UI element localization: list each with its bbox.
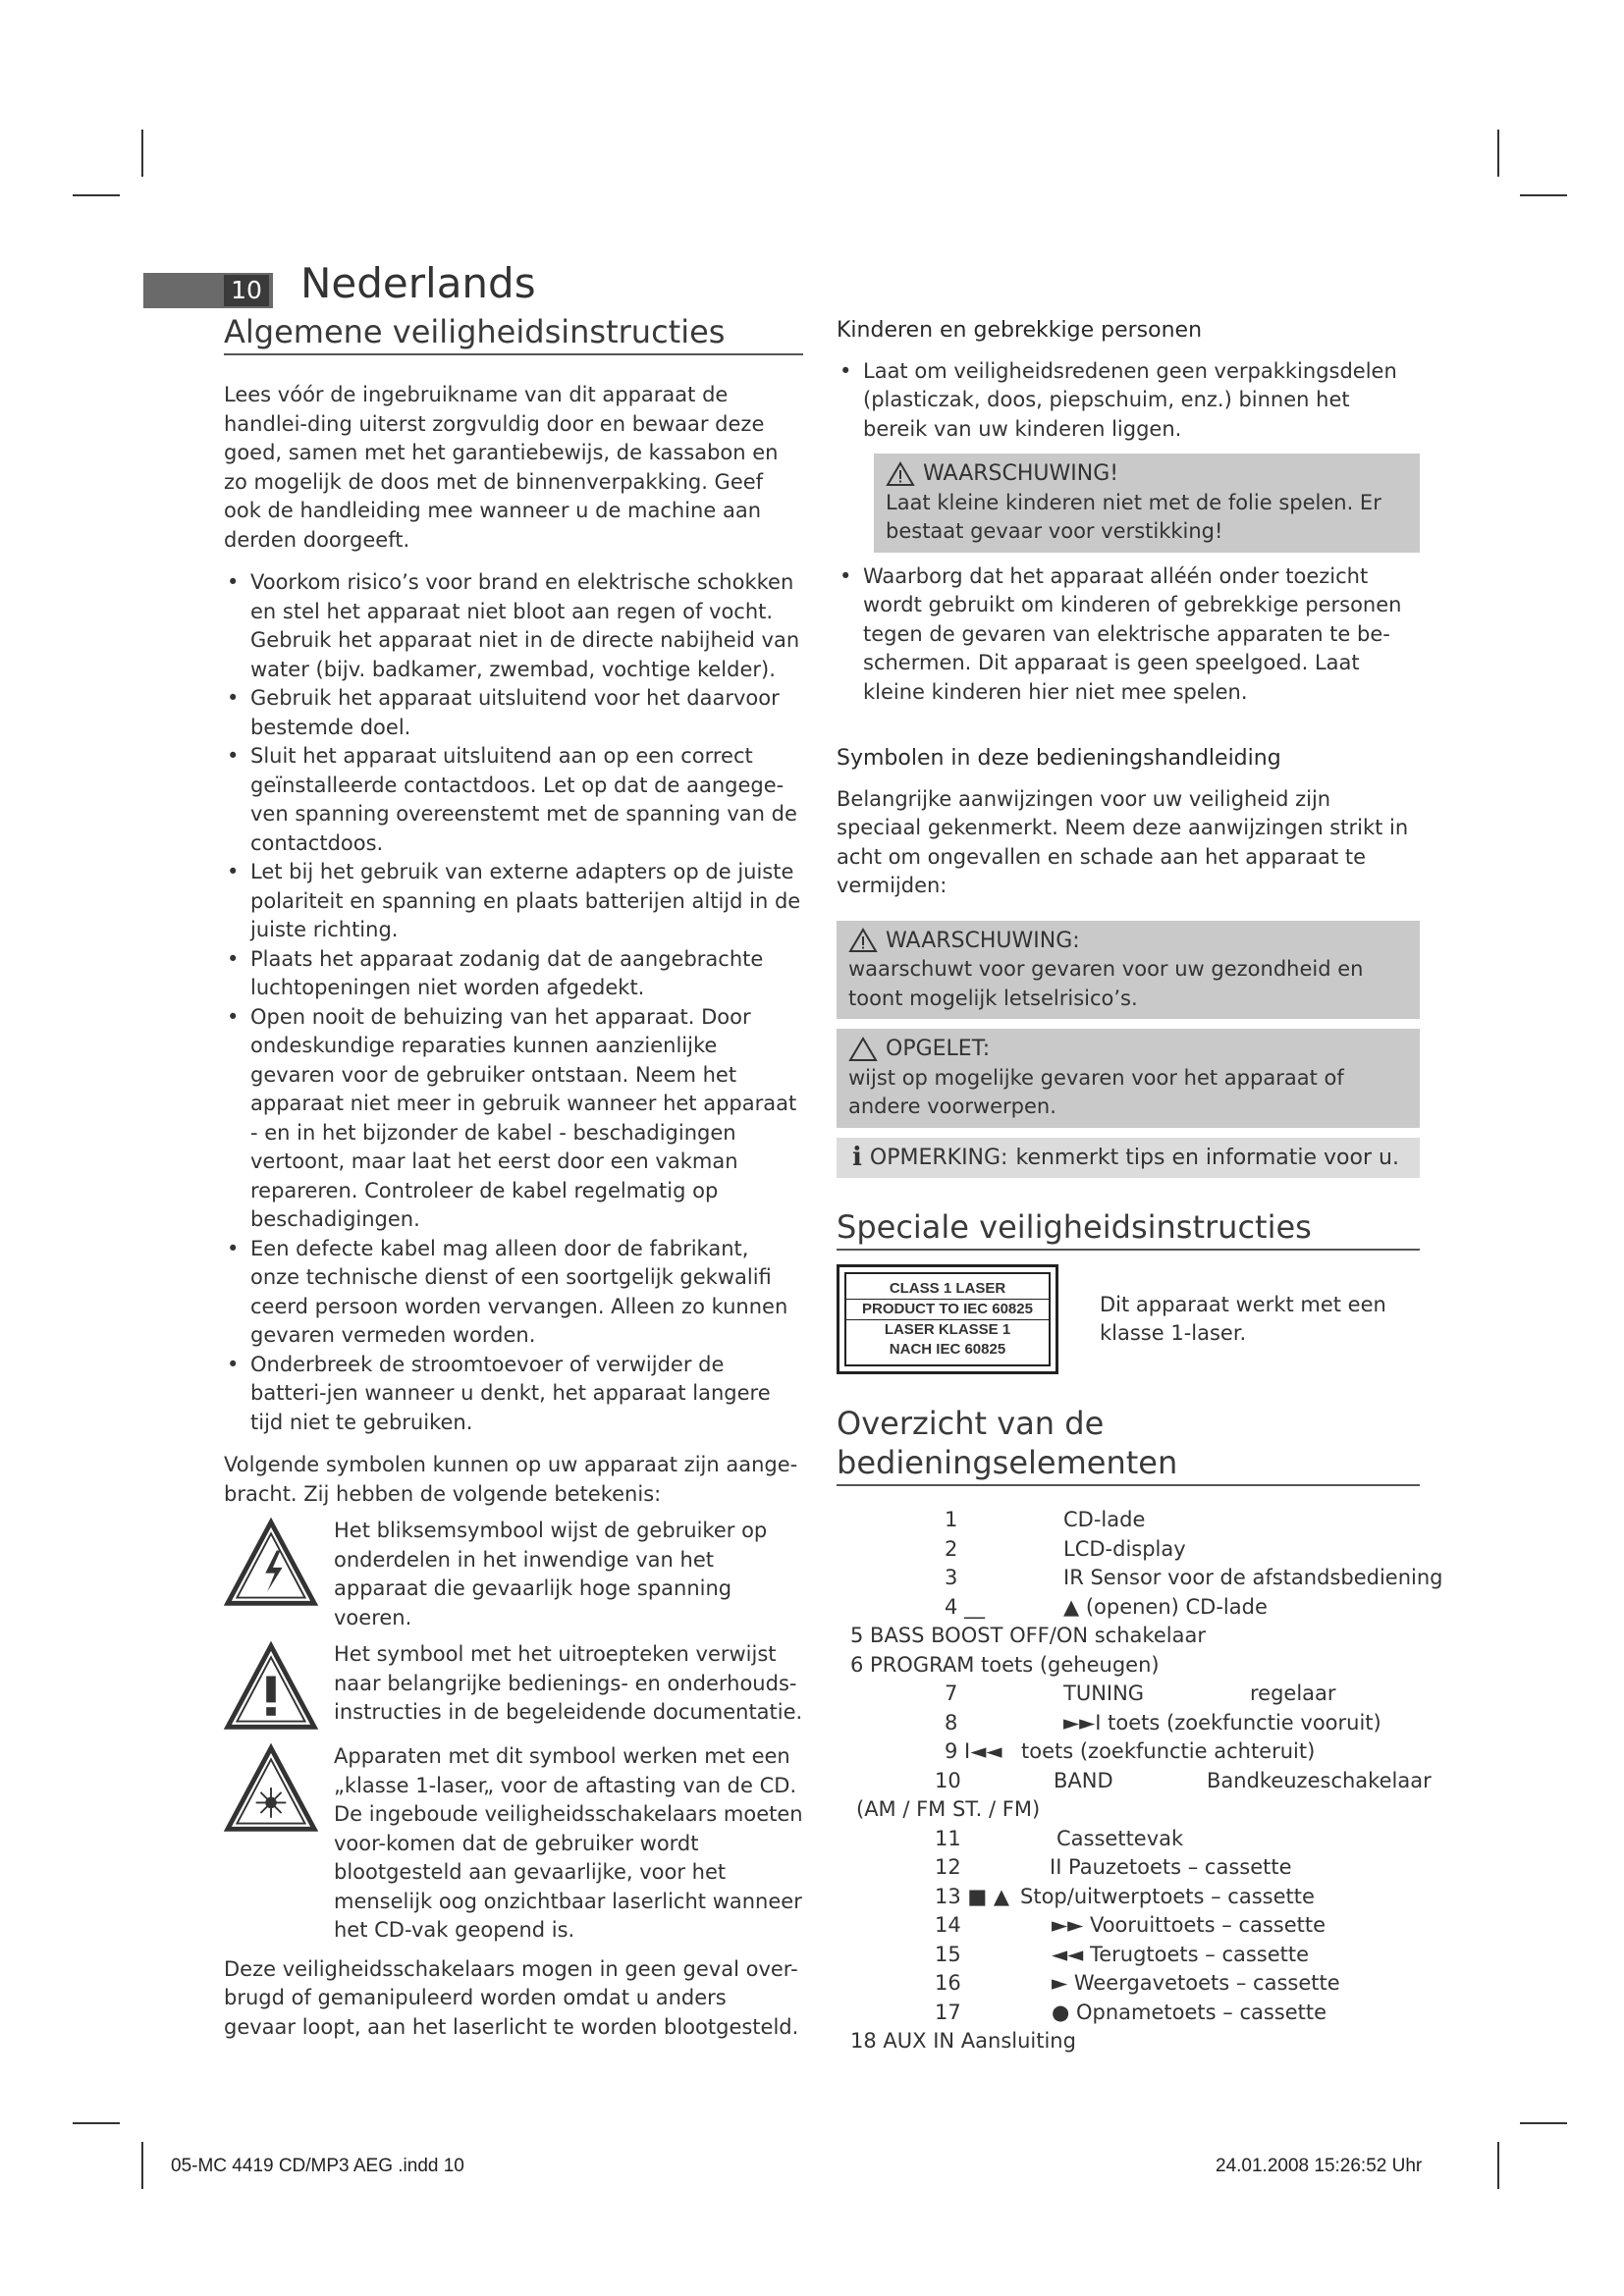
crop-mark: [1520, 194, 1567, 196]
crop-mark: [73, 194, 120, 196]
laser-text: Dit apparaat werkt met een klasse 1-laser.: [1100, 1292, 1386, 1345]
list-item: (AM / FM ST. / FM): [856, 1797, 1041, 1821]
note-heading: OPMERKING:: [869, 1145, 1008, 1170]
note-box: [837, 1138, 1420, 1179]
caution-icon: [848, 1037, 878, 1062]
laser-row: [837, 1264, 1420, 1374]
crop-mark: [141, 130, 143, 177]
info-icon: i: [852, 1142, 862, 1172]
list-item: 6 PROGRAM toets (geheugen): [850, 1652, 1160, 1677]
controls-list: [837, 1506, 1443, 2056]
laser-label-line: NACH IEC 60825: [889, 1341, 1006, 1358]
list-item: 5 BASS BOOST OFF/ON schakelaar: [850, 1624, 1206, 1647]
symbols-title: Symbolen in deze bedieningshandleiding: [837, 746, 1281, 771]
list-item: • Een defecte kabel mag alleen door de fabrikant, onze technische dienst of een soortgelijk gekwalifi ceerd persoon worden vervangen. Alleen zo kunnen gevaren vermeden worden.: [224, 1235, 803, 1351]
children-title: Kinderen en gebrekkige personen: [837, 318, 1203, 343]
list-item: 1 CD-lade: [945, 1508, 1146, 1531]
list-item: • Gebruik het apparaat uitsluitend voor het daarvoor bestemde doel.: [224, 684, 803, 742]
footer-timestamp: 24.01.2008 15:26:52 Uhr: [1216, 2156, 1423, 2176]
warning-text: Laat kleine kinderen niet met de folie spelen. Er bestaat gevaar voor verstikking!: [886, 490, 1381, 543]
symbol-text: Het symbool met het uitroepteken verwijst naar belangrijke bedienings- en onderhouds-instructies in de begeleidende documentatie.: [334, 1642, 803, 1724]
list-item: • Let bij het gebruik van externe adapters op de juiste polariteit en spanning en plaats batterijen altijd in de juiste richting.: [224, 858, 803, 945]
list-item: 2 LCD-display: [945, 1536, 1186, 1561]
crop-mark: [1497, 130, 1499, 177]
list-item: • Sluit het apparaat uitsluitend aan op een correct geïnstalleerde contactdoos. Let op dat de aangege-ven spanning overeenstemt met de spanning van de contactdoos.: [224, 742, 803, 858]
list-item: • Voorkom risico’s voor brand en elektrische schokken en stel het apparaat niet bloot aan regen of vocht. Gebruik het apparaat niet in de directe nabijheid van water (bijv. badkamer, zwembad, vochtige kelder).: [224, 568, 803, 684]
symbol-text: Het bliksemsymbool wijst de gebruiker op onderdelen in het inwendige van het apparaat die gevaarlijk hoge spanning voeren.: [334, 1519, 768, 1629]
right-column: [837, 316, 1443, 2056]
caution-box: [837, 1029, 1420, 1128]
symbol-row: [224, 1742, 803, 1946]
symbol-row: [224, 1517, 803, 1632]
special-title: Speciale veiligheidsinstructies: [837, 1207, 1420, 1251]
crop-mark: [73, 2122, 120, 2124]
note-text: kenmerkt tips en informatie voor u.: [1015, 1145, 1399, 1170]
warning-box: [874, 454, 1420, 553]
caution-text: wijst op mogelijke gevaren voor het apparaat of andere voorwerpen.: [848, 1065, 1344, 1118]
list-item: 15 ◄◄ Terugtoets – cassette: [935, 1942, 1310, 1966]
warning-heading: WAARSCHUWING!: [923, 461, 1119, 486]
exclamation-triangle-icon: [224, 1640, 318, 1735]
symbol-text: Apparaten met dit symbool werken met een „klasse 1-laser„ voor de aftasting van de CD. De ingeboude veiligheidsschakelaars moeten voor-komen dat de gebruiker wordt blootgesteld aan gevaarlijke, voor het menselijk oog onzichtbaar laserlicht wanneer het CD-vak geopend is.: [334, 1744, 803, 1942]
warning-icon: [848, 928, 878, 953]
list-item: 12 II Pauzetoets – cassette: [935, 1855, 1292, 1879]
symbol-row: [224, 1640, 803, 1735]
list-item: 7 TUNING regelaar: [945, 1682, 1336, 1705]
closing-paragraph: Deze veiligheidsschakelaars mogen in geen geval over-brugd of gemanipuleerd worden omdat u anders gevaar loopt, aan het laserlicht te worden blootgesteld.: [224, 1956, 799, 2039]
warning-icon: [886, 461, 915, 487]
list-item: 11 Cassettevak: [935, 1826, 1184, 1850]
list-item: • Waarborg dat het apparaat alléén onder toezicht wordt gebruikt om kinderen of gebrekkige personen tegen de gevaren van elektrische apparaten te be-schermen. Dit apparaat is geen speelgoed. Laat kleine kinderen hier niet mee spelen.: [837, 562, 1420, 708]
list-item: 10 BAND Bandkeuzeschakelaar: [935, 1768, 1432, 1792]
footer-file-info: 05-MC 4419 CD/MP3 AEG .indd 10: [171, 2156, 464, 2176]
caution-heading: OPGELET:: [886, 1037, 991, 1061]
laser-triangle-icon: [224, 1742, 318, 1837]
laser-label-line: CLASS 1 LASER: [889, 1280, 1006, 1297]
list-item: 14 ►► Vooruittoets – cassette: [935, 1913, 1326, 1937]
symbols-intro: Volgende symbolen kunnen op uw apparaat zijn aange-bracht. Zij hebben de volgende betekenis:: [224, 1453, 798, 1506]
intro-paragraph: Lees vóór de ingebruikname van dit apparaat de handlei-ding uiterst zorgvuldig door en bewaar deze goed, samen met het garantiebewijs, de kassabon en zo mogelijk de doos met de binnenverpakking. Geef ook de handleiding mee wanneer u de machine aan derden doorgeeft.: [224, 383, 779, 552]
crop-mark: [1497, 2142, 1499, 2189]
page-number: 10: [224, 275, 269, 306]
crop-mark: [141, 2142, 143, 2189]
warning-info-box: [837, 921, 1420, 1020]
laser-label-line: PRODUCT TO IEC 60825: [846, 1299, 1049, 1320]
lightning-triangle-icon: [224, 1517, 318, 1611]
list-item: 8 ►►I toets (zoekfunctie vooruit): [945, 1710, 1381, 1735]
list-item: • Laat om veiligheidsredenen geen verpakkingsdelen (plasticzak, doos, piepschuim, enz.) binnen het bereik van uw kinderen liggen.: [837, 357, 1420, 445]
safety-list: [224, 568, 803, 1437]
list-item: 13 ■ ▲ Stop/uitwerptoets – cassette: [935, 1884, 1315, 1908]
warning-text: waarschuwt voor gevaren voor uw gezondheid en toont mogelijk letselrisico’s.: [848, 957, 1364, 1010]
list-item: 18 AUX IN Aansluiting: [850, 2029, 1076, 2053]
list-item: 9 I◄◄ toets (zoekfunctie achteruit): [945, 1739, 1316, 1763]
language-title: Nederlands: [300, 259, 536, 307]
list-item: 17 ● Opnametoets – cassette: [935, 2000, 1327, 2024]
left-column: [224, 312, 803, 2042]
list-item: • Onderbreek de stroomtoevoer of verwijder de batteri-jen wanneer u denkt, het apparaat langere tijd niet te gebruiken.: [224, 1351, 803, 1438]
list-item: 16 ► Weergavetoets – cassette: [935, 1971, 1340, 1995]
children-list: [837, 357, 1420, 445]
section-title: Algemene veiligheidsinstructies: [224, 312, 803, 355]
laser-class-label: [837, 1264, 1058, 1374]
list-item: • Open nooit de behuizing van het apparaat. Door ondeskundige reparaties kunnen aanzienlijke gevaren voor de gebruiker ontstaan. Neem het apparaat niet meer in gebruik wanneer het apparaat - en in het bijzonder de kabel - beschadigingen vertoont, maar laat het eerst door een vakman repareren. Controleer de kabel regelmatig op beschadigingen.: [224, 1003, 803, 1235]
crop-mark: [1520, 2122, 1567, 2124]
list-item: • Plaats het apparaat zodanig dat de aangebrachte luchtopeningen niet worden afgedekt.: [224, 945, 803, 1003]
list-item: 3 IR Sensor voor de afstandsbediening: [945, 1566, 1443, 1589]
symbols-paragraph: Belangrijke aanwijzingen voor uw veiligheid zijn speciaal gekenmerkt. Neem deze aanwijzingen strikt in acht om ongevallen en schade aan het apparaat te vermijden:: [837, 786, 1409, 897]
children-list-2: [837, 562, 1420, 708]
list-item: 4 __ ▲ (openen) CD-lade: [945, 1594, 1268, 1619]
warning-heading: WAARSCHUWING:: [886, 928, 1080, 953]
laser-label-line: LASER KLASSE 1: [884, 1321, 1011, 1338]
overview-title: Overzicht van de bedieningselementen: [837, 1404, 1420, 1486]
